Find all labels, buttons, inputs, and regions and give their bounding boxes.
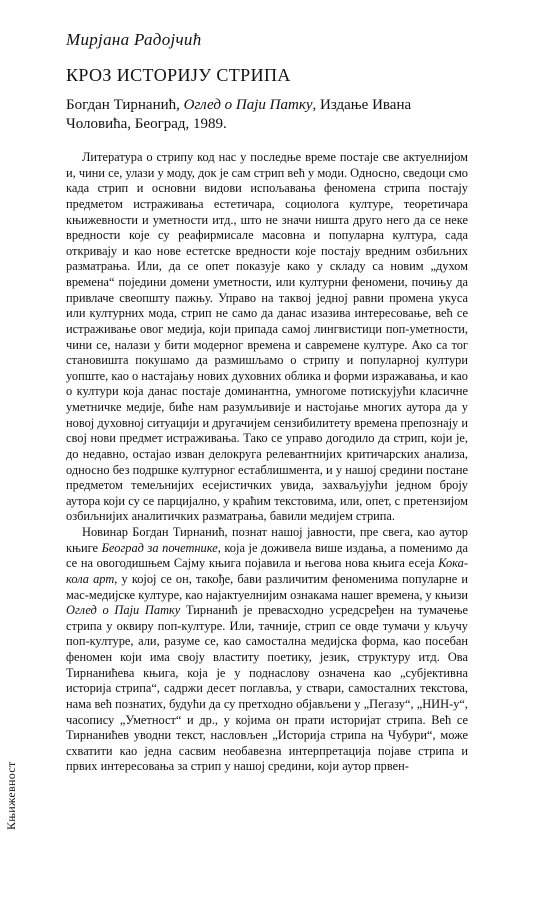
citation-author: Богдан Тирнанић,: [66, 97, 184, 113]
section-label: Књижевност: [4, 761, 18, 830]
p2-book-coca-cola: Кока-кола арт: [66, 556, 468, 586]
citation-book-title: Оглед о Паји Патку: [183, 97, 313, 113]
p2-text-4: Тирнанић је превасходно усредсређен на тумачење стрипа у оквиру поп-културе. Или, тачније, стрип се овде тумачи у кључу поп-културе, али, разуме се, као самостална медијска форма, као посебан феномен који има своју властиту поетику, језик, структуру итд. Ова Тирнанићева књига, која је у поднаслову означена као „субјективна историја стрипа“, садржи десет поглавља, у ствари, самосталних текстова, нама већ познатих, будући да су претходно објављени у „Пегазу“, „НИН-у“, часопису „Уметност“ и др., у којима он прати историјат стрипа. Већ се Тирнанићев уводни текст, насловљен „Историја стрипа на Чубури“, може схватити као једна сасвим необавезна интерпретација појаве стрипа и првих интересовања за стрип у нашој средини, који аутор првен-: [66, 603, 468, 774]
author-name: Мирјана Радојчић: [66, 30, 202, 49]
paragraph-1: Литература о стрипу код нас у последње време постаје све актуелнијом и, чини се, улази у моду, док је сам стрип већ у моди. Односно, сведоци смо када стрип и основни видови испољавања феномена стрипа постају предметом истраживања естетичара, социолога културе, теоретичара књижевности и уметности итд., што не значи ништа друго него да се неке вредности које су реафирмисале масовна и популарна култура, сада откривају и као нове естетске вредности које постају вредним озбиљних разматрања. Или, да се опет показује како у складу са новим „духом времена“ поједини домени уметности, или културни феномени, почињу да привлаче свеопшту пажњу. Управо на таквој једној равни промена укуса или културних мода, стрип не само да данас изазива интересовање, већ се истраживање овог медија, који припада самој лингвистици поп-уметности, чини се, налази у бити модерног времена и савремене културе. Ако са тог становишта покушамо да размишљамо о стрипу и популарној култури уопште, као о настајању нових духовних облика и форми изражавања, и као о култури која данас постаје доминантна, умногоме потискујући класичне уметничке медије, биће нам разумљивије и настојање многих аутора да у новој духовној ситуацији и другачијем сензибилитету времена препознају и свој нови предмет истраживања. Тако се управо догодило да стрип, који је, до недавно, остајао изван делокруга релевантнијих критичарских анализа, односно без подршке културног естаблишмента, и у нашој средини постане предметом темељнијих есејистичких увида, захваљујући једном броју аутора који су се парцијално, у краћим текстовима, или, опет, с претензијом озбиљнијих аналитичких разматрања, бавили медијем стрипа.: [66, 150, 468, 524]
p2-book-belgrade: Београд за почетнике: [101, 540, 218, 555]
citation-publisher: , Издање Ивана Чоловића, Београд, 1989.: [66, 97, 412, 132]
p2-book-paja: Оглед о Паји Патку: [66, 603, 181, 618]
p2-text-3: , у којој се он, такође, бави различитим феноменима популарне и мас-медијске културе, као најактуелнијим ознакама нашег времена, у књизи: [66, 571, 468, 602]
p2-text-1: Новинар Богдан Тирнанић, познат нашој јавности, пре свега, као аутор књиге: [66, 525, 468, 555]
article-title: КРОЗ ИСТОРИЈУ СТРИПА: [66, 65, 291, 85]
paragraph-2: [66, 525, 468, 775]
p2-text-2: , која је доживела више издања, а поменимо да се на овогодишњем Сајму књига појавила и његова нова књига есеја: [66, 540, 468, 571]
article-body: [66, 150, 468, 775]
book-citation: [66, 96, 466, 134]
